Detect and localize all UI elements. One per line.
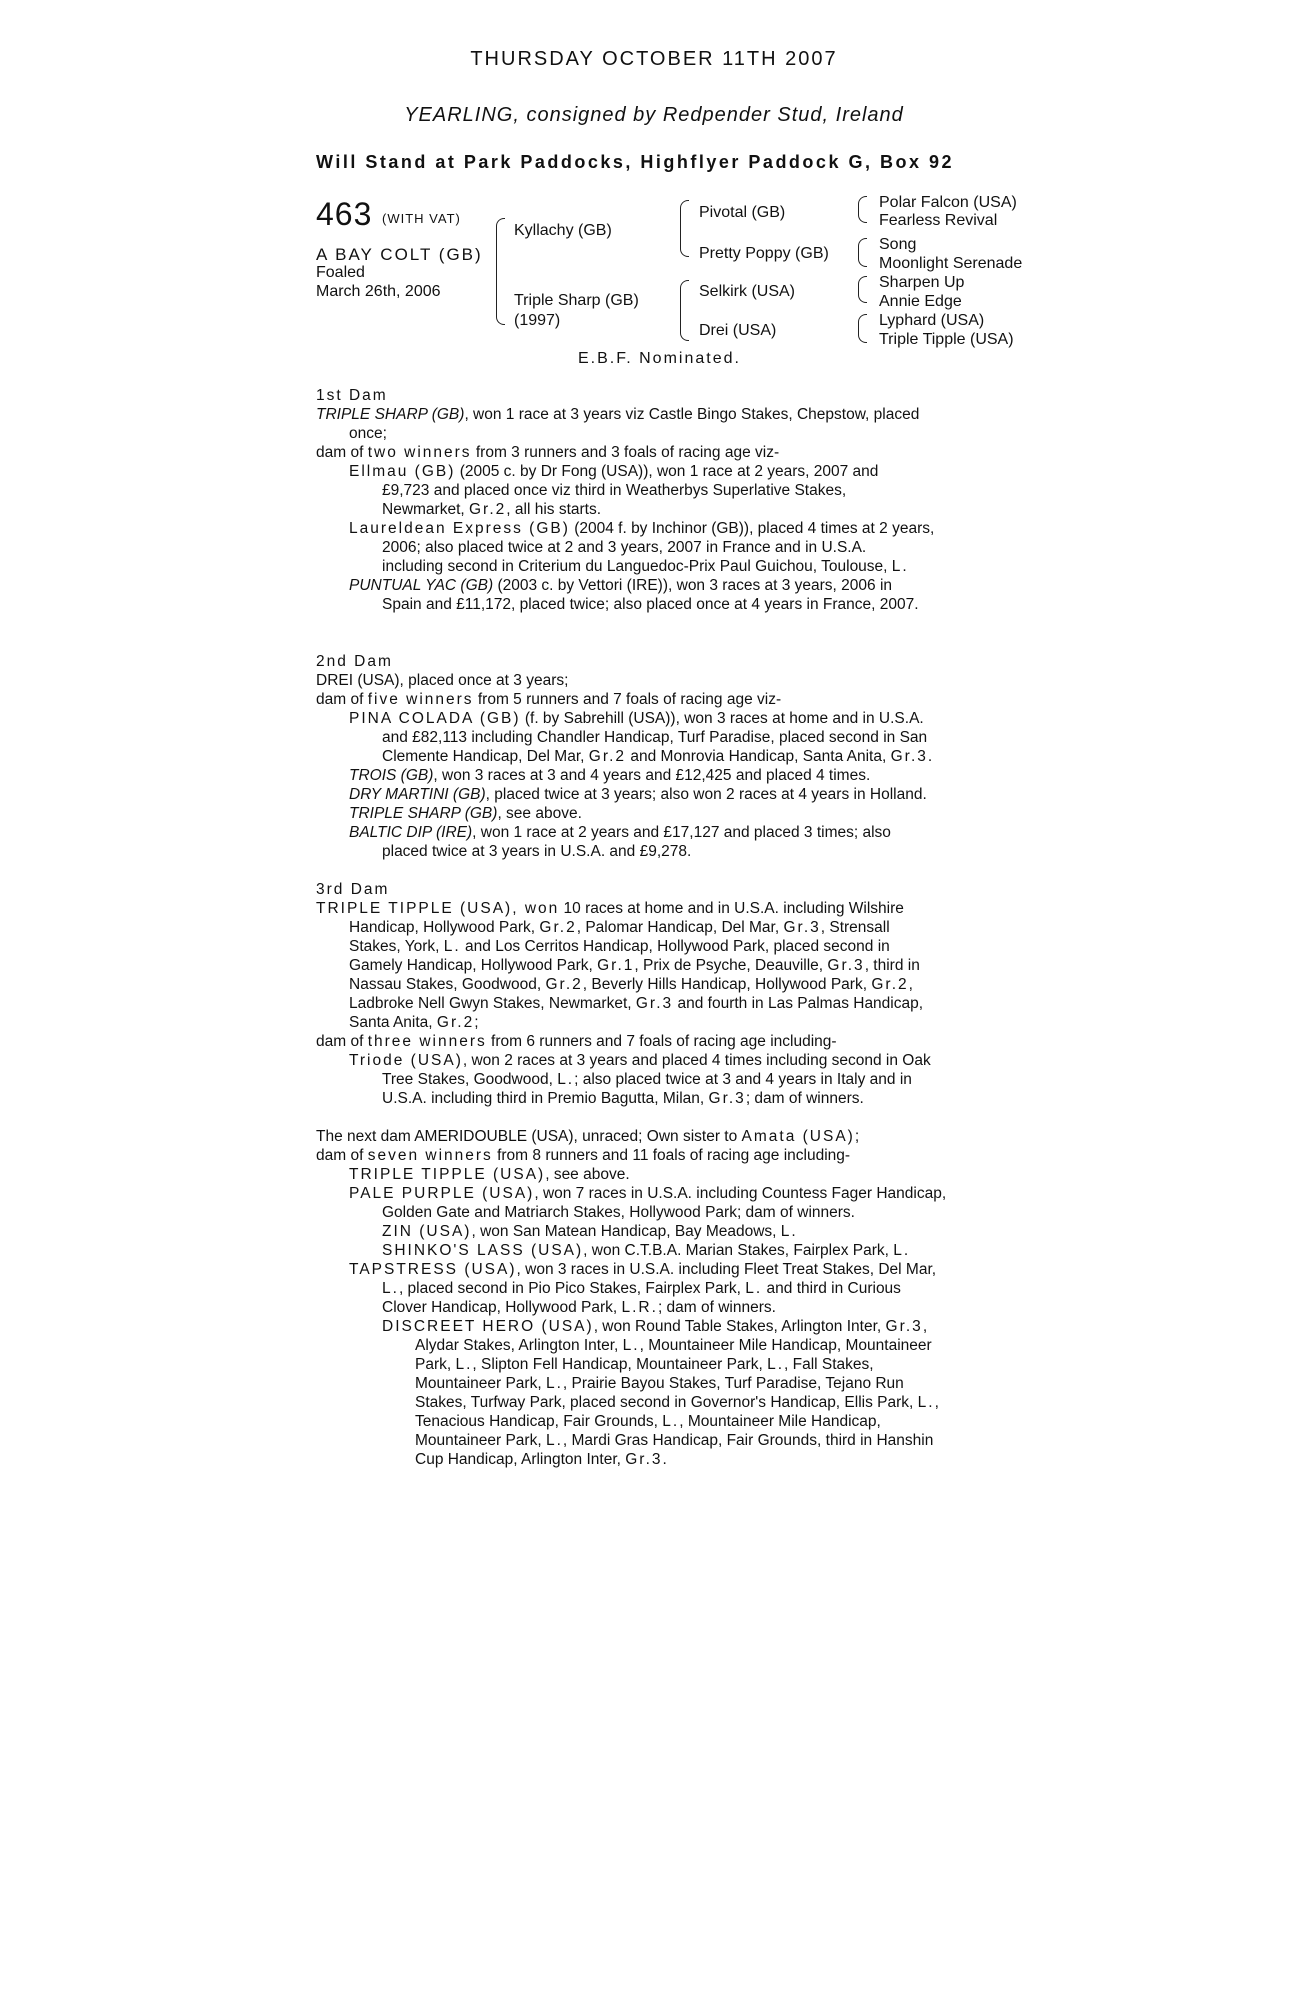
vat-note: (WITH VAT)	[382, 211, 461, 226]
text: from 5 runners and 7 foals of racing age viz-	[473, 691, 782, 708]
lot-description: A BAY COLT (GB)	[316, 245, 483, 264]
second-dam-heading: 2nd Dam	[316, 653, 393, 670]
horse-name: TRIPLE TIPPLE (USA), won	[316, 900, 560, 917]
text: from 6 runners and 7 foals of racing age including-	[486, 1033, 837, 1050]
listed: L.	[893, 1242, 911, 1259]
text: including second in Criterium du Languedoc-Prix Paul Guichou, Toulouse,	[382, 558, 892, 575]
text: dam of	[316, 1147, 368, 1164]
second-dam-dam-of	[316, 690, 1006, 709]
horse-name: BALTIC DIP (IRE)	[349, 824, 473, 841]
third-dam-dam-of	[316, 1032, 1006, 1051]
horse-name: Laureldean Express (GB)	[349, 520, 570, 537]
text: Mountaineer Park,	[415, 1432, 546, 1449]
grade: Gr.3	[827, 957, 865, 974]
text: Tenacious Handicap, Fair Grounds,	[415, 1413, 663, 1430]
pedigree-g5: Sharpen Up	[879, 274, 965, 291]
foaled-date: March 26th, 2006	[316, 283, 441, 300]
text: Mountaineer Park,	[415, 1375, 546, 1392]
grade: Gr.2	[436, 1014, 475, 1031]
grade: Gr.3	[890, 748, 928, 765]
text-line	[316, 1279, 1006, 1298]
listed: L.	[767, 1356, 785, 1373]
horse-name: Triode (USA)	[349, 1052, 463, 1069]
first-dam-text-cont: once;	[349, 425, 387, 442]
produce-dry-martini	[316, 785, 1006, 804]
horse-name: DISCREET HERO (USA)	[382, 1318, 594, 1335]
text: from 8 runners and 11 foals of racing age including-	[492, 1147, 851, 1164]
pedigree-g1: Polar Falcon (USA)	[879, 194, 1017, 211]
produce-triode	[316, 1051, 1006, 1070]
text: , Prix de Psyche, Deauville,	[634, 957, 828, 974]
horse-name: PUNTUAL YAC (GB)	[349, 577, 494, 594]
grade: Gr.2	[545, 976, 583, 993]
text-line	[316, 956, 1006, 975]
winner-count: three winners	[367, 1033, 487, 1050]
listed: L.	[622, 1337, 640, 1354]
text: 10 races at home and in U.S.A. including Wilshire	[559, 900, 904, 917]
text: ,	[922, 1318, 928, 1335]
horse-name: TAPSTRESS (USA)	[349, 1261, 517, 1278]
produce-triple-sharp	[316, 804, 1006, 823]
produce-record	[316, 386, 1006, 1469]
horse-name: TROIS (GB)	[349, 767, 434, 784]
produce-tapstress	[316, 1260, 1006, 1279]
brace-g3a-bottom	[858, 206, 867, 223]
text: , won 1 race at 2 years and £17,127 and placed 3 times; also	[472, 824, 891, 841]
listed: L.	[891, 558, 909, 575]
listed: L.	[545, 1432, 563, 1449]
listed: L.	[662, 1413, 680, 1430]
text-line	[316, 975, 1006, 994]
produce-shinkos-lass	[316, 1241, 1006, 1260]
text-line	[316, 918, 1006, 937]
text: Alydar Stakes, Arlington Inter,	[415, 1337, 623, 1354]
brace-g3c-bottom	[858, 286, 867, 303]
grade: Gr.2	[539, 919, 577, 936]
text: Spain and £11,172, placed twice; also placed once at 4 years in France, 2007.	[382, 596, 919, 613]
grade: Gr.3	[708, 1090, 746, 1107]
text: , won 2 races at 3 years and placed 4 times including second in Oak	[462, 1052, 931, 1069]
text: Park,	[415, 1356, 456, 1373]
text: ;	[474, 1014, 479, 1031]
listed: L.	[545, 1375, 563, 1392]
grade: Gr.3	[783, 919, 821, 936]
produce-zin	[316, 1222, 1006, 1241]
first-dam-text: , won 1 race at 3 years viz Castle Bingo Stakes, Chepstow, placed	[464, 406, 920, 423]
text-line	[316, 1089, 1006, 1108]
brace-g3b-bottom	[858, 250, 867, 267]
text: Newmarket,	[382, 501, 469, 518]
text: , third in	[864, 957, 920, 974]
text-line	[316, 1013, 1006, 1032]
text: The next dam AMERIDOUBLE (USA), unraced; Own sister to	[316, 1128, 742, 1145]
sale-date: THURSDAY OCTOBER 11TH 2007	[470, 48, 838, 70]
text: , see above.	[545, 1166, 630, 1183]
text: Stakes, York,	[349, 938, 444, 955]
text-line	[316, 1412, 1006, 1431]
text: , won San Matean Handicap, Bay Meadows,	[471, 1223, 781, 1240]
produce-pina-colada	[316, 709, 1006, 728]
horse-name: PINA COLADA (GB)	[349, 710, 521, 727]
pedigree-g7: Lyphard (USA)	[879, 312, 985, 329]
pedigree-dam-year: (1997)	[514, 312, 561, 329]
text-line	[316, 1298, 1006, 1317]
horse-name: Ellmau (GB)	[349, 463, 456, 480]
text: Santa Anita,	[349, 1014, 437, 1031]
produce-puntual-yac	[316, 576, 1006, 595]
ebf-note: E.B.F. Nominated.	[578, 350, 741, 367]
horse-name: TRIPLE SHARP (GB)	[349, 805, 498, 822]
brace-g2a-top	[680, 200, 689, 225]
text: and Monrovia Handicap, Santa Anita,	[626, 748, 891, 765]
lot-number: 463	[316, 196, 373, 232]
brace-g2b-top	[680, 280, 689, 303]
text: dam of	[316, 691, 368, 708]
text: , Strensall	[820, 919, 890, 936]
text: ; dam of winners.	[745, 1090, 864, 1107]
first-dam-name: TRIPLE SHARP (GB)	[316, 406, 465, 423]
first-dam-heading: 1st Dam	[316, 387, 388, 404]
text: Clover Handicap, Hollywood Park,	[382, 1299, 622, 1316]
listed: L.	[382, 1280, 399, 1297]
text: , won 7 races in U.S.A. including Countess Fager Handicap,	[534, 1185, 947, 1202]
text-line	[316, 557, 1006, 576]
brace-g2a-bottom	[680, 224, 689, 257]
produce-trois	[316, 766, 1006, 785]
listed: L.	[917, 1394, 935, 1411]
winner-count: seven winners	[367, 1147, 493, 1164]
pedigree-dam-sire: Selkirk (USA)	[699, 283, 796, 300]
text: , won C.T.B.A. Marian Stakes, Fairplex Park,	[583, 1242, 894, 1259]
produce-discreet-hero	[316, 1317, 1006, 1336]
horse-name: TRIPLE TIPPLE (USA)	[349, 1166, 546, 1183]
brace-dam-bottom	[496, 256, 505, 325]
text: .	[927, 748, 933, 765]
second-dam-line: DREI (USA), placed once at 3 years;	[316, 672, 569, 689]
horse-name: PALE PURPLE (USA)	[349, 1185, 535, 1202]
text: , see above.	[497, 805, 582, 822]
text: , won 3 races at 3 and 4 years and £12,425 and placed 4 times.	[433, 767, 871, 784]
third-dam-line	[316, 899, 1006, 918]
text: dam of	[316, 1033, 368, 1050]
text: (2003 c. by Vettori (IRE)), won 3 races at 3 years, 2006 in	[493, 577, 893, 594]
brace-g2b-bottom	[680, 302, 689, 341]
text: from 3 runners and 3 foals of racing age viz-	[471, 444, 780, 461]
produce-laureldean	[316, 519, 1006, 538]
text-line	[316, 994, 1006, 1013]
produce-baltic-dip	[316, 823, 1006, 842]
pedigree-dam: Triple Sharp (GB)	[514, 292, 639, 309]
winner-count: two winners	[367, 444, 472, 461]
grade: Gr.2	[871, 976, 909, 993]
text: (f. by Sabrehill (USA)), won 3 races at home and in U.S.A.	[520, 710, 924, 727]
listed: L.	[780, 1223, 798, 1240]
text: Handicap, Hollywood Park,	[349, 919, 540, 936]
pedigree-sire: Kyllachy (GB)	[514, 222, 612, 239]
text: , Slipton Fell Handicap, Mountaineer Park,	[472, 1356, 768, 1373]
text: , Mardi Gras Handicap, Fair Grounds, third in Hanshin	[562, 1432, 934, 1449]
listed: L.	[745, 1280, 763, 1297]
grade: Gr.1	[597, 957, 635, 974]
text: and Los Cerritos Handicap, Hollywood Park, placed second in	[460, 938, 890, 955]
text: Cup Handicap, Arlington Inter,	[415, 1451, 626, 1468]
grade: Gr.2	[469, 501, 507, 518]
text-line	[316, 1450, 1006, 1469]
text: ,	[934, 1394, 939, 1411]
text: Nassau Stakes, Goodwood,	[349, 976, 546, 993]
third-dam-heading: 3rd Dam	[316, 881, 390, 898]
grade: Gr.3	[635, 995, 674, 1012]
first-dam-dam-of	[316, 443, 1006, 462]
text: £9,723 and placed once viz third in Weatherbys Superlative Stakes,	[382, 482, 847, 499]
stand-location: Will Stand at Park Paddocks, Highflyer Paddock G, Box 92	[316, 152, 954, 172]
text: .	[662, 1451, 667, 1468]
foaled-label: Foaled	[316, 264, 365, 281]
text: ; also placed twice at 3 and 4 years in Italy and in	[574, 1071, 912, 1088]
text: , all his starts.	[506, 501, 602, 518]
text-line	[316, 1336, 1006, 1355]
brace-g3d-bottom	[858, 326, 867, 343]
text: (2005 c. by Dr Fong (USA)), won 1 race at 2 years, 2007 and	[455, 463, 879, 480]
pedigree-sire-sire: Pivotal (GB)	[699, 204, 786, 221]
text: , Mountaineer Mile Handicap,	[679, 1413, 881, 1430]
pedigree-g6: Annie Edge	[879, 293, 962, 310]
text-line	[316, 747, 1006, 766]
next-dam-dam-of	[316, 1146, 1006, 1165]
text: Gamely Handicap, Hollywood Park,	[349, 957, 598, 974]
pedigree-g4: Moonlight Serenade	[879, 255, 1023, 272]
text: , Fall Stakes,	[784, 1356, 874, 1373]
text: , placed second in Pio Pico Stakes, Fairplex Park,	[398, 1280, 746, 1297]
text: , Mountaineer Mile Handicap, Mountaineer	[639, 1337, 932, 1354]
grade: Gr.3	[885, 1318, 923, 1335]
winner-count: five winners	[367, 691, 474, 708]
text: , placed twice at 3 years; also won 2 races at 4 years in Holland.	[485, 786, 927, 803]
text: U.S.A. including third in Premio Bagutta, Milan,	[382, 1090, 709, 1107]
text: , Beverly Hills Handicap, Hollywood Park,	[582, 976, 872, 993]
consignor-line: YEARLING, consigned by Redpender Stud, Ireland	[404, 104, 904, 126]
produce-pale-purple	[316, 1184, 1006, 1203]
text: Stakes, Turfway Park, placed second in Governor's Handicap, Ellis Park,	[415, 1394, 918, 1411]
horse-name: ZIN (USA)	[382, 1223, 472, 1240]
pedigree-g2: Fearless Revival	[879, 212, 998, 229]
text: ;	[854, 1128, 860, 1145]
listed: L.R.	[621, 1299, 658, 1316]
text: and £82,113 including Chandler Handicap, Turf Paradise, placed second in San	[382, 729, 928, 746]
grade: Gr.2	[588, 748, 627, 765]
text: Clemente Handicap, Del Mar,	[382, 748, 589, 765]
text: 2006; also placed twice at 2 and 3 years, 2007 in France and in U.S.A.	[382, 539, 867, 556]
next-dam-line	[316, 1127, 1006, 1146]
text: , Palomar Handicap, Del Mar,	[576, 919, 784, 936]
text-line	[316, 1355, 1006, 1374]
text-line	[316, 500, 1006, 519]
text: and third in Curious	[762, 1280, 901, 1297]
pedigree-g8: Triple Tipple (USA)	[879, 331, 1014, 348]
pedigree-dam-dam: Drei (USA)	[699, 322, 777, 339]
text: Ladbroke Nell Gwyn Stakes, Newmarket,	[349, 995, 636, 1012]
listed: L.	[443, 938, 461, 955]
listed: L.	[557, 1071, 575, 1088]
text: , Prairie Bayou Stakes, Turf Paradise, Tejano Run	[562, 1375, 904, 1392]
text: Golden Gate and Matriarch Stakes, Hollywood Park; dam of winners.	[382, 1204, 855, 1221]
listed: L.	[455, 1356, 473, 1373]
grade: Gr.3	[625, 1451, 663, 1468]
text-line	[316, 1393, 1006, 1412]
text-line	[316, 1431, 1006, 1450]
text: ,	[908, 976, 913, 993]
text: and fourth in Las Palmas Handicap,	[673, 995, 924, 1012]
produce-ellmau	[316, 462, 1006, 481]
pedigree-sire-dam: Pretty Poppy (GB)	[699, 245, 829, 262]
first-dam-line	[316, 405, 1006, 424]
text: Tree Stakes, Goodwood,	[382, 1071, 558, 1088]
text: ; dam of winners.	[657, 1299, 776, 1316]
text: , won Round Table Stakes, Arlington Inter,	[593, 1318, 886, 1335]
brace-sire-top	[496, 218, 505, 257]
text: dam of	[316, 444, 368, 461]
horse-name: SHINKO'S LASS (USA)	[382, 1242, 584, 1259]
text-line	[316, 1374, 1006, 1393]
text: (2004 f. by Inchinor (GB)), placed 4 times at 2 years,	[569, 520, 935, 537]
text-line	[316, 1070, 1006, 1089]
text: , won 3 races in U.S.A. including Fleet Treat Stakes, Del Mar,	[516, 1261, 937, 1278]
horse-name: Amata (USA)	[741, 1128, 855, 1145]
pedigree-g3: Song	[879, 236, 917, 253]
produce-triple-tipple	[316, 1165, 1006, 1184]
horse-name: DRY MARTINI (GB)	[349, 786, 486, 803]
text: placed twice at 3 years in U.S.A. and £9,278.	[382, 843, 692, 860]
text-line	[316, 937, 1006, 956]
